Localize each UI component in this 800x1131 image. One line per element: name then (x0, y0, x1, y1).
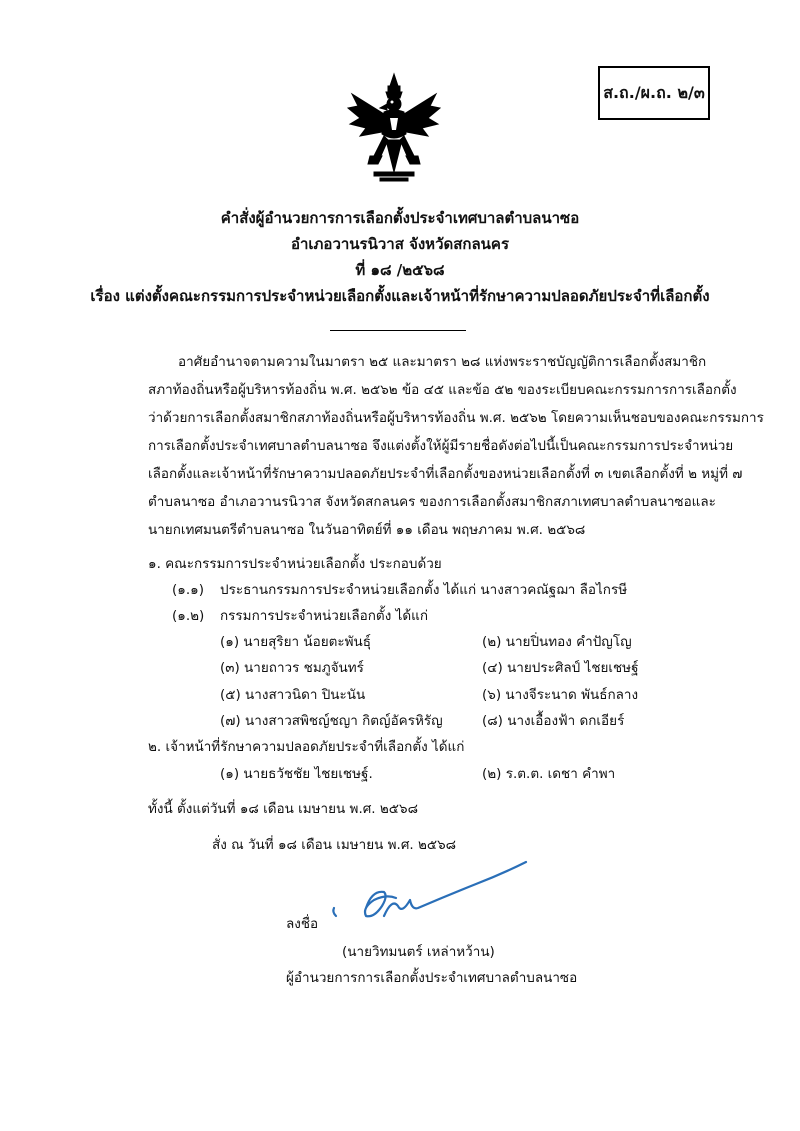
section-1-2-number: (๑.๒) (172, 608, 205, 624)
member-1: (๑) นายสุริยา น้อยตะพันธุ์ (220, 634, 372, 650)
document-code: ส.ถ./ผ.ถ. ๒/๓ (603, 82, 705, 102)
order-subject: เรื่อง แต่งตั้งคณะกรรมการประจำหน่วยเลือกตั้งและเจ้าหน้าที่รักษาความปลอดภัยประจำที่เลือกตั้ง (90, 287, 710, 305)
member-3: (๓) นายถาวร ชมภูจันทร์ (220, 660, 364, 676)
handwritten-signature (326, 856, 532, 936)
member-6: (๖) นางจีระนาด พันธ์กลาง (482, 687, 639, 703)
section-1-heading: ๑. คณะกรรมการประจำหน่วยเลือกตั้ง ประกอบด้วย (148, 556, 442, 572)
body-line-4: การเลือกตั้งประจำเทศบาลตำบลนาซอ จึงแต่งตั้งให้ผู้มีรายชื่อดังต่อไปนี้เป็นคณะกรรมการประจำหน่วย (148, 438, 734, 454)
member-5: (๕) นางสาวนิดา ปินะนัน (220, 687, 366, 703)
member-8: (๘) นางเอื้องฟ้า ดกเอียร์ (482, 713, 625, 729)
order-title: คำสั่งผู้อำนวยการการเลือกตั้งประจำเทศบาลตำบลนาซอ (220, 209, 580, 227)
section-1-1-text: ประธานกรรมการประจำหน่วยเลือกตั้ง ได้แก่ นางสาวคณัฐฌา ลือไกรษี (220, 582, 628, 598)
body-line-3: ว่าด้วยการเลือกตั้งสมาชิกสภาท้องถิ่นหรือผู้บริหารท้องถิ่น พ.ศ. ๒๕๖๒ โดยความเห็นชอบของคณะกรรมการ (148, 410, 764, 426)
order-date: สั่ง ณ วันที่ ๑๘ เดือน เมษายน พ.ศ. ๒๕๖๘ (212, 837, 457, 853)
section-2-heading: ๒. เจ้าหน้าที่รักษาความปลอดภัยประจำที่เลือกตั้ง ได้แก่ (148, 739, 465, 755)
effective-date: ทั้งนี้ ตั้งแต่วันที่ ๑๘ เดือน เมษายน พ.ศ. ๒๕๖๘ (148, 801, 418, 817)
body-line-1: อาศัยอำนาจตามความในมาตรา ๒๕ และมาตรา ๒๘ แห่งพระราชบัญญัติการเลือกตั้งสมาชิก (178, 354, 707, 370)
section-1-1-number: (๑.๑) (172, 582, 204, 598)
signature-label: ลงชื่อ (286, 916, 319, 932)
garuda-emblem-icon (344, 72, 444, 184)
body-line-5: เลือกตั้งและเจ้าหน้าที่รักษาความปลอดภัยประจำที่เลือกตั้งของหน่วยเลือกตั้งที่ ๓ เขตเลือกตั้งที่ ๒ หมู่ที่ ๗ (148, 466, 743, 482)
member-4: (๔) นายประศิลป์ ไชยเชษฐ์ (482, 660, 639, 676)
body-line-2: สภาท้องถิ่นหรือผู้บริหารท้องถิ่น พ.ศ. ๒๕๖๒ ข้อ ๔๕ และข้อ ๕๒ ของระเบียบคณะกรรมการการเลือกตั้ง (148, 382, 737, 398)
body-line-7: นายกเทศมนตรีตำบลนาซอ ในวันอาทิตย์ที่ ๑๑ เดือน พฤษภาคม พ.ศ. ๒๕๖๘ (148, 522, 586, 538)
member-2: (๒) นายปิ่นทอง คำปัญโญ (482, 634, 632, 650)
signer-title: ผู้อำนวยการการเลือกตั้งประจำเทศบาลตำบลนาซอ (286, 970, 578, 986)
document-code-box (598, 66, 710, 120)
body-line-6: ตำบลนาซอ อำเภอวานรนิวาส จังหวัดสกลนคร ของการเลือกตั้งสมาชิกสภาเทศบาลตำบลนาซอและ (148, 494, 716, 510)
member-7: (๗) นางสาวสพิชญ์ชญา กิตญ์อัครหิรัญ (220, 713, 443, 729)
order-number: ที่ ๑๘ /๒๕๖๘ (355, 261, 445, 279)
section-1-2-text: กรรมการประจำหน่วยเลือกตั้ง ได้แก่ (220, 608, 429, 624)
title-divider (330, 330, 466, 331)
security-officer-2: (๒) ร.ต.ต. เดชา คำพา (482, 766, 616, 782)
order-district: อำเภอวานรนิวาส จังหวัดสกลนคร (290, 235, 510, 253)
security-officer-1: (๑) นายธวัชชัย ไชยเชษฐ์. (220, 766, 373, 782)
signer-name: (นายวิทมนตร์ เหล่าหว้าน) (342, 944, 495, 960)
